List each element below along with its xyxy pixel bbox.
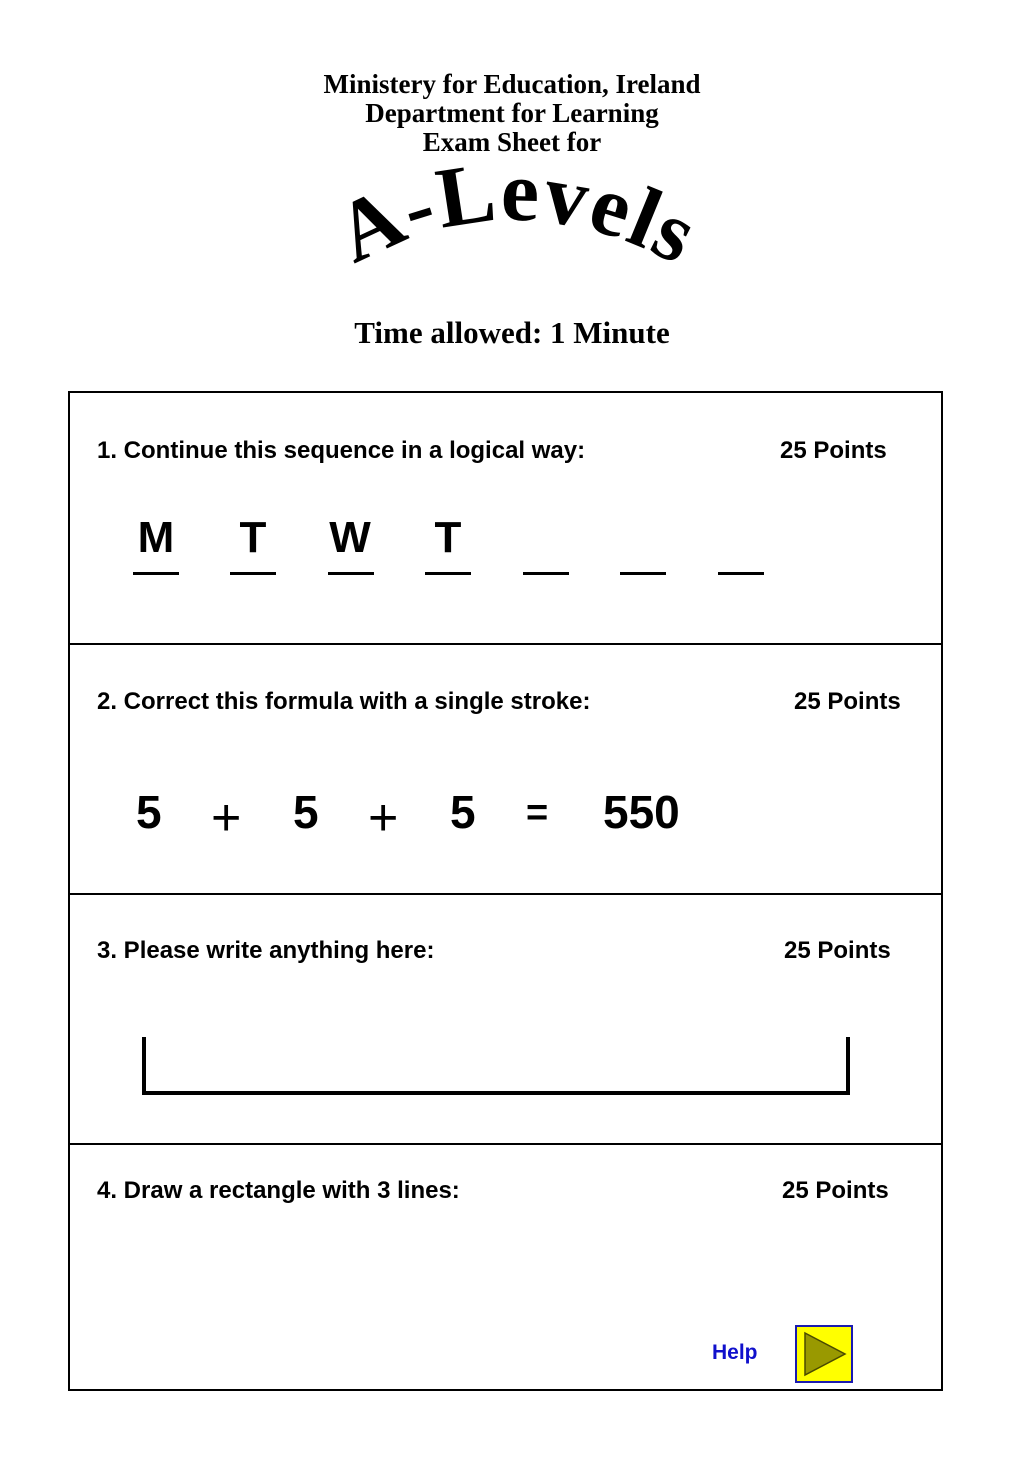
question-2-text: 2. Correct this formula with a single stroke: — [97, 688, 591, 715]
formula-equals: = — [526, 792, 549, 834]
department-line: Department for Learning — [365, 98, 659, 128]
sequence-letter-3: W — [329, 513, 371, 562]
question-4-points: 25 Points — [782, 1177, 889, 1204]
exam-sheet-line: Exam Sheet for — [422, 127, 602, 157]
question-2-section — [70, 643, 941, 893]
question-3-text: 3. Please write anything here: — [97, 937, 435, 964]
question-1-text: 1. Continue this sequence in a logical way: — [97, 437, 586, 464]
sequence-blank-7[interactable] — [718, 572, 764, 575]
a-levels-text: A-Levels — [321, 150, 714, 283]
time-allowed: Time allowed: 1 Minute — [354, 315, 670, 350]
formula-operand-1: 5 — [136, 786, 162, 838]
sequence-letter-2: T — [239, 513, 267, 562]
sequence-blank-5[interactable] — [523, 572, 569, 575]
svg-text:A-Levels — [321, 150, 713, 283]
formula-operand-2: 5 — [293, 786, 319, 838]
sequence-blank-4 — [425, 572, 471, 575]
a-levels-title — [262, 150, 762, 310]
sequence-letter-1: M — [137, 513, 175, 562]
formula-result: 550 — [603, 786, 680, 838]
sequence-blank-2 — [230, 572, 276, 575]
play-icon — [797, 1327, 851, 1381]
exam-box — [68, 391, 943, 1391]
formula-operand-3: 5 — [450, 786, 476, 838]
question-3-section — [70, 893, 941, 1143]
ministry-line: Ministery for Education, Ireland — [323, 69, 701, 99]
formula-plus-1: + — [211, 789, 242, 847]
help-link[interactable]: Help — [712, 1341, 758, 1364]
question-2-points: 25 Points — [794, 688, 901, 715]
question-1-section — [70, 393, 941, 643]
question-1-points: 25 Points — [780, 437, 887, 464]
sequence-blank-3 — [328, 572, 374, 575]
sequence-blank-1 — [133, 572, 179, 575]
sequence-blank-6[interactable] — [620, 572, 666, 575]
question-4-text: 4. Draw a rectangle with 3 lines: — [97, 1177, 460, 1204]
formula-plus-2: + — [368, 789, 399, 847]
exam-header — [0, 70, 1024, 157]
sequence-letter-4: T — [434, 513, 462, 562]
help-play-button[interactable] — [795, 1325, 853, 1383]
answer-bracket[interactable] — [142, 1037, 850, 1095]
question-4-section — [70, 1143, 941, 1391]
question-3-points: 25 Points — [784, 937, 891, 964]
